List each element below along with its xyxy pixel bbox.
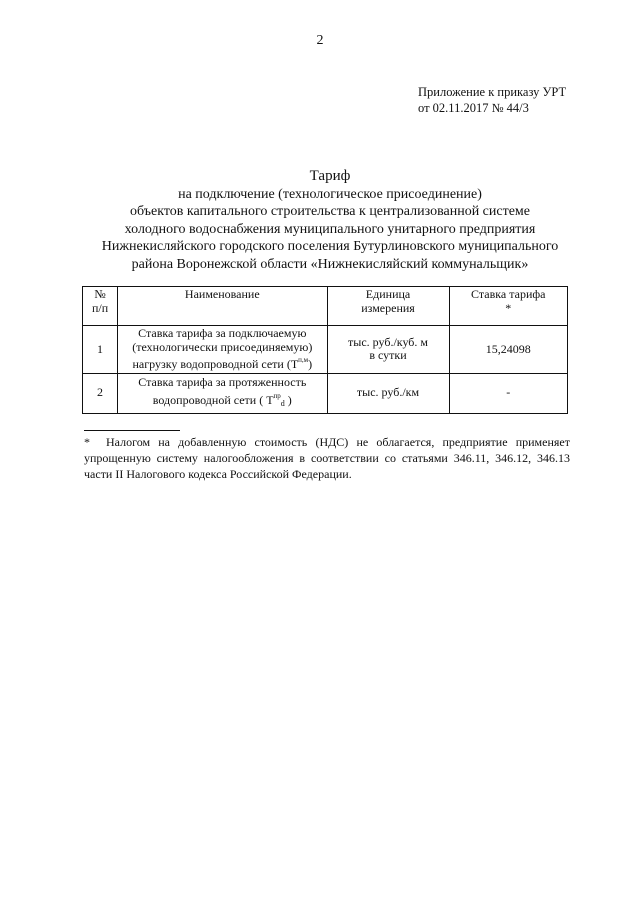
row-2-name-close: ) [284,392,292,407]
header-num [83,287,118,326]
footnote-divider [84,430,180,431]
row-1-name [118,326,327,374]
row-1-rate: 15,24098 [449,326,567,374]
row-1-name-superscript: п,м [298,356,309,364]
title-line-4: холодного водоснабжения муниципального унитарного предприятия [124,221,536,237]
row-2-name-line-1: Ставка тарифа за протяженность [138,375,307,389]
appendix-line-1: Приложение к приказу УРТ [418,85,567,99]
row-2-num: 2 [83,373,118,413]
row-1-name-line-2: (технологически присоединяемую) [132,339,313,354]
title-line-3: объектов капитального строительства к централизованной системе [129,204,531,220]
row-1-num: 1 [83,326,118,374]
title-line-5: Нижнекисляйского городского поселения Бутурлиновского муниципального [101,239,559,255]
row-1-name-line-3-text: нагрузку водопроводной сети (Т [132,357,299,371]
footnote-text: Налогом на добавленную стоимость (НДС) не облагается, предприятие применяет упрощенную систему налогообложения в соответствии со статьями 346.11, 346.12, 346.13 части II Налогового кодекса Российской Федерации. [84,435,570,481]
row-2-name [118,373,327,413]
row-1-name-line-3 [121,354,323,372]
header-rate-line-1: Ставка тарифа [471,287,546,301]
header-num-line-2: п/п [91,300,109,315]
row-2-name-line-2-text: водопроводной сети ( Т [152,392,274,407]
row-1-unit [327,326,449,374]
row-1-unit-line-2: в сутки [369,348,407,363]
row-2-name-subscript: d [280,398,285,408]
row-1-name-close: ) [308,357,313,371]
row-1-unit-line-1: тыс. руб./куб. м [348,334,428,349]
header-num-line-1: № [94,287,106,301]
row-2-name-line-2 [121,390,323,411]
header-unit-line-2: измерения [361,300,415,315]
tariff-table [82,286,568,414]
appendix-line-2: от 02.11.2017 № 44/3 [418,101,529,115]
row-1-name-line-1: Ставка тарифа за подключаемую [138,326,307,340]
title-line-1: Тариф [309,168,351,184]
appendix-reference [418,84,566,116]
title-line-6: района Воронежской области «Нижнекисляйский коммунальщик» [131,256,529,272]
header-unit [327,287,449,326]
title-line-2: на подключение (технологическое присоединение) [178,186,482,202]
footnote-mark: * [84,435,90,449]
header-unit-line-1: Единица [365,287,411,301]
document-title [60,168,600,274]
row-2-name-superscript: пр [273,391,281,400]
header-rate-line-2: * [505,300,512,315]
footnote [84,434,570,482]
header-rate [449,287,567,326]
table-row [83,373,568,413]
page-number: 2 [316,33,324,48]
table-row [83,326,568,374]
row-2-unit: тыс. руб./км [327,373,449,413]
row-2-rate: - [449,373,567,413]
header-name: Наименование [118,287,327,326]
table-header-row [83,287,568,326]
